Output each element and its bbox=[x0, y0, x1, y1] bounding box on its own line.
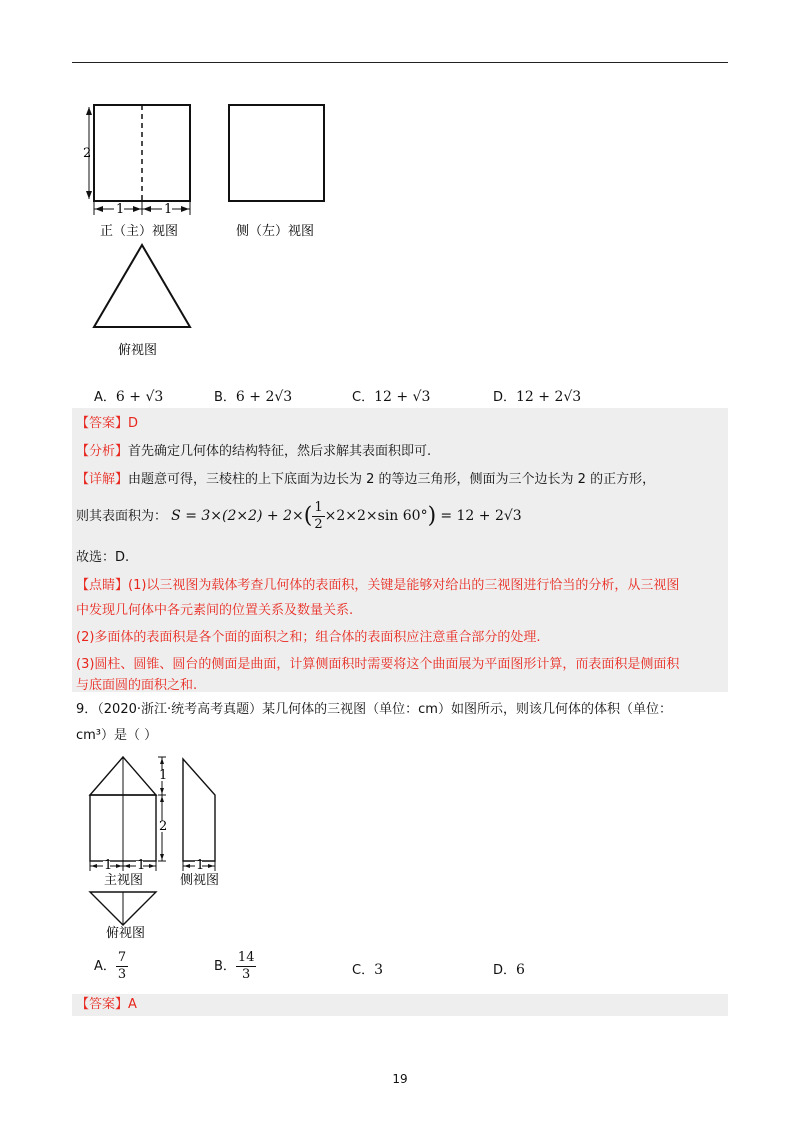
q9-option-c[interactable] bbox=[352, 959, 383, 978]
detail-tag: 【详解】 bbox=[76, 472, 129, 487]
q8-side-view-square bbox=[229, 105, 324, 201]
q8-comment-line3: (2)多面体的表面积是各个面的面积之和；组合体的表面积应注意重合部分的处理. bbox=[76, 630, 541, 645]
option-label: C． bbox=[352, 963, 375, 978]
q9-stem-line1 bbox=[76, 700, 672, 720]
q8-option-b[interactable] bbox=[214, 386, 292, 405]
q9-stem-line2: cm³）是（ ） bbox=[76, 728, 158, 743]
q8-formula-line: 则其表面积为： S = 3×(2×2) + 2×( $\frac{1}{2}$ ×2×2×sin 60°) = 12 + 2√3 bbox=[76, 500, 522, 532]
q8-detail-line bbox=[76, 470, 655, 490]
q8-comment-line4: (3)圆柱、圆锥、圆台的侧面是曲面，计算侧面积时需要将这个曲面展为平面图形计算，而表面积是侧面积 bbox=[76, 657, 680, 672]
q9-side-caption: 侧视图 bbox=[180, 873, 220, 888]
q8-comment-line2: 中发现几何体中各元素间的位置关系及数量关系. bbox=[76, 603, 354, 618]
q9-front-width-left-label: 1 bbox=[104, 858, 113, 873]
q8-comment-line1 bbox=[76, 576, 679, 596]
q9-answer-block bbox=[72, 994, 728, 1016]
question-stem: 某几何体的三视图（单位：cm）如图所示，则该几何体的体积（单位： bbox=[262, 702, 672, 717]
q8-top-view-triangle bbox=[94, 245, 190, 327]
header-rule bbox=[72, 62, 728, 63]
answer-value: A bbox=[128, 997, 137, 1012]
q9-front-width-right-label: 1 bbox=[137, 858, 146, 873]
option-label: A． bbox=[94, 959, 116, 974]
option-label: C． bbox=[352, 390, 375, 405]
q9-side-view-shape bbox=[183, 759, 215, 861]
formula-s: S = 3×(2×2) + 2× bbox=[171, 508, 304, 524]
option-value: 12 + √3 bbox=[374, 389, 431, 405]
q8-height-label: 2 bbox=[83, 146, 92, 161]
formula-rhs: = 12 + 2√3 bbox=[440, 508, 522, 524]
option-value: 3 bbox=[374, 962, 383, 978]
q8-option-c[interactable] bbox=[352, 386, 430, 405]
q8-option-a[interactable] bbox=[94, 386, 163, 405]
q8-answer-line bbox=[76, 414, 138, 434]
option-value: 6 bbox=[516, 962, 525, 978]
analysis-tag: 【分析】 bbox=[76, 444, 129, 459]
option-label: A． bbox=[94, 390, 116, 405]
formula-fraction: $\frac{1}{2}$ bbox=[314, 500, 323, 532]
formula-inner: ×2×2×sin 60° bbox=[324, 508, 428, 524]
q8-side-caption: 侧（左）视图 bbox=[236, 224, 315, 239]
option-label: B． bbox=[214, 390, 236, 405]
q9-option-d[interactable] bbox=[493, 959, 525, 978]
q9-option-b[interactable] bbox=[214, 950, 256, 984]
option-label: D． bbox=[493, 963, 517, 978]
answer-tag: 【答案】 bbox=[76, 416, 129, 431]
q8-analysis-line bbox=[76, 442, 431, 462]
q8-option-d[interactable] bbox=[493, 386, 581, 405]
q8-width-left-label: 1 bbox=[116, 202, 125, 217]
question-number: 9． bbox=[76, 702, 98, 717]
answer-value: D bbox=[128, 416, 139, 431]
q9-front-caption: 主视图 bbox=[104, 873, 144, 888]
q8-comment-line5: 与底面圆的面积之和. bbox=[76, 678, 198, 693]
q8-three-view-figure bbox=[80, 95, 350, 365]
q9-answer-line bbox=[76, 995, 137, 1015]
q8-conclusion-line: 故选：D. bbox=[76, 550, 130, 565]
option-value: 12 + 2√3 bbox=[516, 389, 582, 405]
q9-option-a[interactable] bbox=[94, 950, 128, 984]
question-source: （2020·浙江·统考高考真题） bbox=[97, 702, 263, 717]
option-value: 6 + √3 bbox=[115, 389, 164, 405]
option-value: 6 + 2√3 bbox=[235, 389, 293, 405]
q9-top-caption: 俯视图 bbox=[106, 926, 146, 940]
answer-tag: 【答案】 bbox=[76, 997, 129, 1012]
comment-text-1: (1)以三视图为载体考查几何体的表面积，关键是能够对给出的三视图进行恰当的分析，从三视图 bbox=[128, 578, 680, 593]
q8-front-caption: 正（主）视图 bbox=[100, 224, 179, 239]
q8-solution-block bbox=[72, 408, 728, 692]
option-fraction: $\frac{7}{3}$ bbox=[117, 950, 127, 982]
q9-side-width-label: 1 bbox=[196, 858, 205, 873]
page-number: 19 bbox=[392, 1072, 408, 1086]
q9-body-height-label: 2 bbox=[159, 819, 168, 834]
analysis-text: 首先确定几何体的结构特征，然后求解其表面积即可. bbox=[128, 444, 432, 459]
comment-tag: 【点睛】 bbox=[76, 578, 129, 593]
q9-three-view-figure bbox=[84, 755, 234, 940]
option-label: B． bbox=[214, 959, 236, 974]
q8-width-right-label: 1 bbox=[164, 202, 173, 217]
option-label: D． bbox=[493, 390, 517, 405]
detail-text: 由题意可得，三棱柱的上下底面为边长为 2 的等边三角形，侧面为三个边长为 2 的正方形， bbox=[128, 472, 656, 487]
q9-top-height-label: 1 bbox=[159, 768, 168, 783]
q8-top-caption: 俯视图 bbox=[118, 343, 158, 358]
option-fraction: $\frac{14}{3}$ bbox=[237, 950, 255, 982]
formula-prefix: 则其表面积为： bbox=[76, 509, 168, 524]
